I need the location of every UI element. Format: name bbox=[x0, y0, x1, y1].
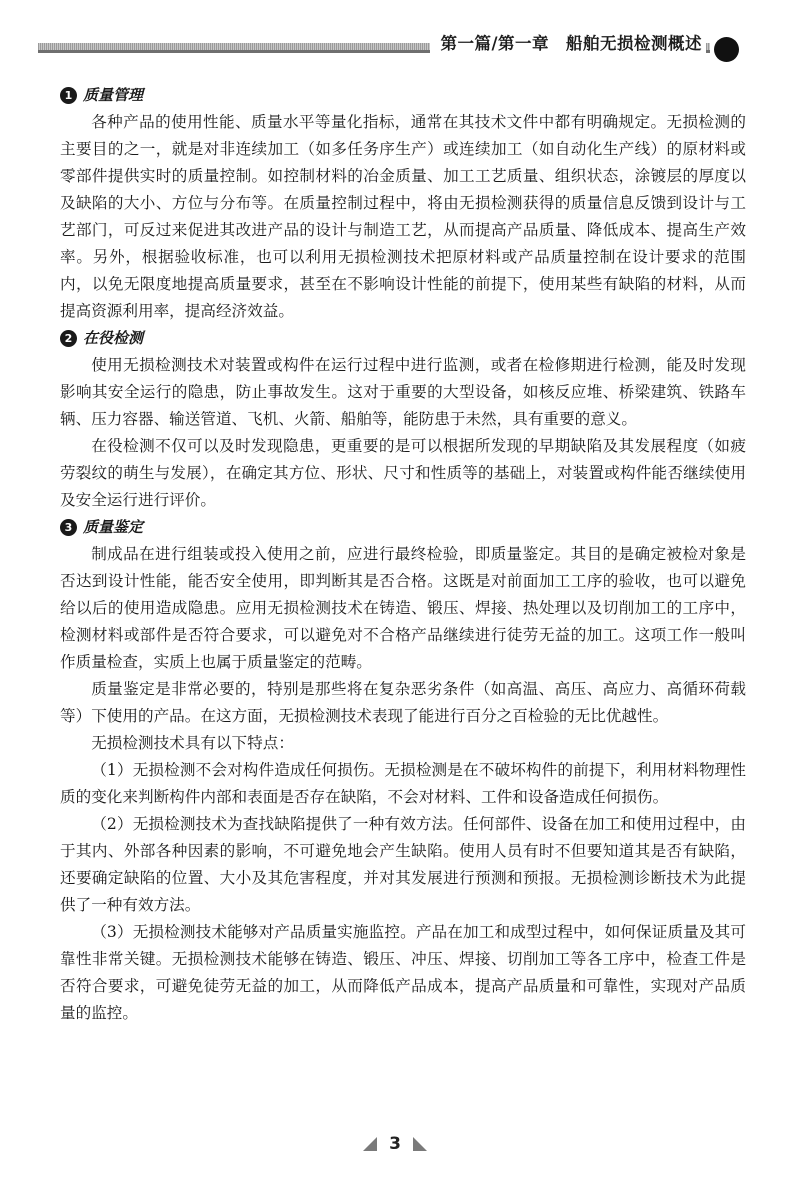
section-title: 质量鉴定 bbox=[83, 518, 144, 536]
section-number-badge: 3 bbox=[60, 519, 77, 536]
paragraph: 在役检测不仅可以及时发现隐患，更重要的是可以根据所发现的早期缺陷及其发展程度（如疲劳裂纹的萌生与发展），在确定其方位、形状、尺寸和性质等的基础上，对装置或构件能否继续使用及安全运行进行评价。 bbox=[60, 437, 746, 509]
paragraph: 制成品在进行组装或投入使用之前，应进行最终检验，即质量鉴定。其目的是确定被检对象是否达到设计性能，能否安全使用，即判断其是否合格。这既是对前面加工工序的验收，也可以避免给以后的使用造成隐患。应用无损检测技术在铸造、锻压、焊接、热处理以及切削加工的工序中，检测材料或部件是否符合要求，可以避免对不合格产品继续进行徒劳无益的加工。这项工作一般叫作质量检查，实质上也属于质量鉴定的范畴。 bbox=[60, 545, 746, 671]
section-title: 质量管理 bbox=[83, 86, 144, 104]
list-item: （3）无损检测技术能够对产品质量实施监控。产品在加工和成型过程中，如何保证质量及其可靠性非常关键。无损检测技术能够在铸造、锻压、冲压、焊接、切削加工等各工序中，检查工件是否符合要求，可避免徒劳无益的加工，从而降低产品成本，提高产品质量和可靠性，实现对产品质量的监控。 bbox=[60, 923, 746, 1022]
triangle-left-icon bbox=[363, 1137, 377, 1151]
paragraph: 使用无损检测技术对装置或构件在运行过程中进行监测，或者在检修期进行检测，能及时发现影响其安全运行的隐患，防止事故发生。这对于重要的大型设备，如核反应堆、桥梁建筑、铁路车辆、压力容器、输送管道、飞机、火箭、船舶等，能防患于未然，具有重要的意义。 bbox=[60, 356, 746, 428]
section-heading bbox=[60, 514, 746, 541]
page-number: 3 bbox=[389, 1134, 401, 1154]
section-number-badge: 1 bbox=[60, 87, 77, 104]
section-title: 在役检测 bbox=[83, 329, 144, 347]
paragraph: 无损检测技术具有以下特点： bbox=[91, 734, 294, 752]
list-item: （2）无损检测技术为查找缺陷提供了一种有效方法。任何部件、设备在加工和使用过程中，由于其内、外部各种因素的影响，不可避免地会产生缺陷。使用人员有时不但要知道其是否有缺陷，还要确定缺陷的位置、大小及其危害程度，并对其发展进行预测和预报。无损检测诊断技术为此提供了一种有效方法。 bbox=[60, 815, 746, 914]
section-heading bbox=[60, 82, 746, 109]
paragraph: 质量鉴定是非常必要的，特别是那些将在复杂恶劣条件（如高温、高压、高应力、高循环荷载等）下使用的产品。在这方面，无损检测技术表现了能进行百分之百检验的无比优越性。 bbox=[60, 680, 746, 725]
list-item: （1）无损检测不会对构件造成任何损伤。无损检测是在不破坏构件的前提下，利用材料物理性质的变化来判断构件内部和表面是否存在缺陷，不会对材料、工件和设备造成任何损伤。 bbox=[60, 761, 746, 806]
triangle-right-icon bbox=[413, 1137, 427, 1151]
running-header-title: 第一篇/第一章 船舶无损检测概述 bbox=[430, 33, 706, 55]
paragraph: 各种产品的使用性能、质量水平等量化指标，通常在其技术文件中都有明确规定。无损检测的主要目的之一，就是对非连续加工（如多任务序生产）或连续加工（如自动化生产线）的原材料或零部件提供实时的质量控制。如控制材料的冶金质量、加工工艺质量、组织状态，涂镀层的厚度以及缺陷的大小、方位与分布等。在质量控制过程中，将由无损检测获得的质量信息反馈到设计与工艺部门，可反过来促进其改进产品的设计与制造工艺，从而提高产品质量、降低成本、提高生产效率。另外，根据验收标准，也可以利用无损检测技术把原材料或产品质量控制在设计要求的范围内，以免无限度地提高质量要求，甚至在不影响设计性能的前提下，使用某些有缺陷的材料，从而提高资源利用率，提高经济效益。 bbox=[60, 113, 746, 320]
section-number-badge: 2 bbox=[60, 330, 77, 347]
page-footer bbox=[0, 1134, 790, 1154]
section-heading bbox=[60, 325, 746, 352]
header-dot-icon bbox=[714, 37, 739, 62]
page-body bbox=[60, 82, 746, 1027]
